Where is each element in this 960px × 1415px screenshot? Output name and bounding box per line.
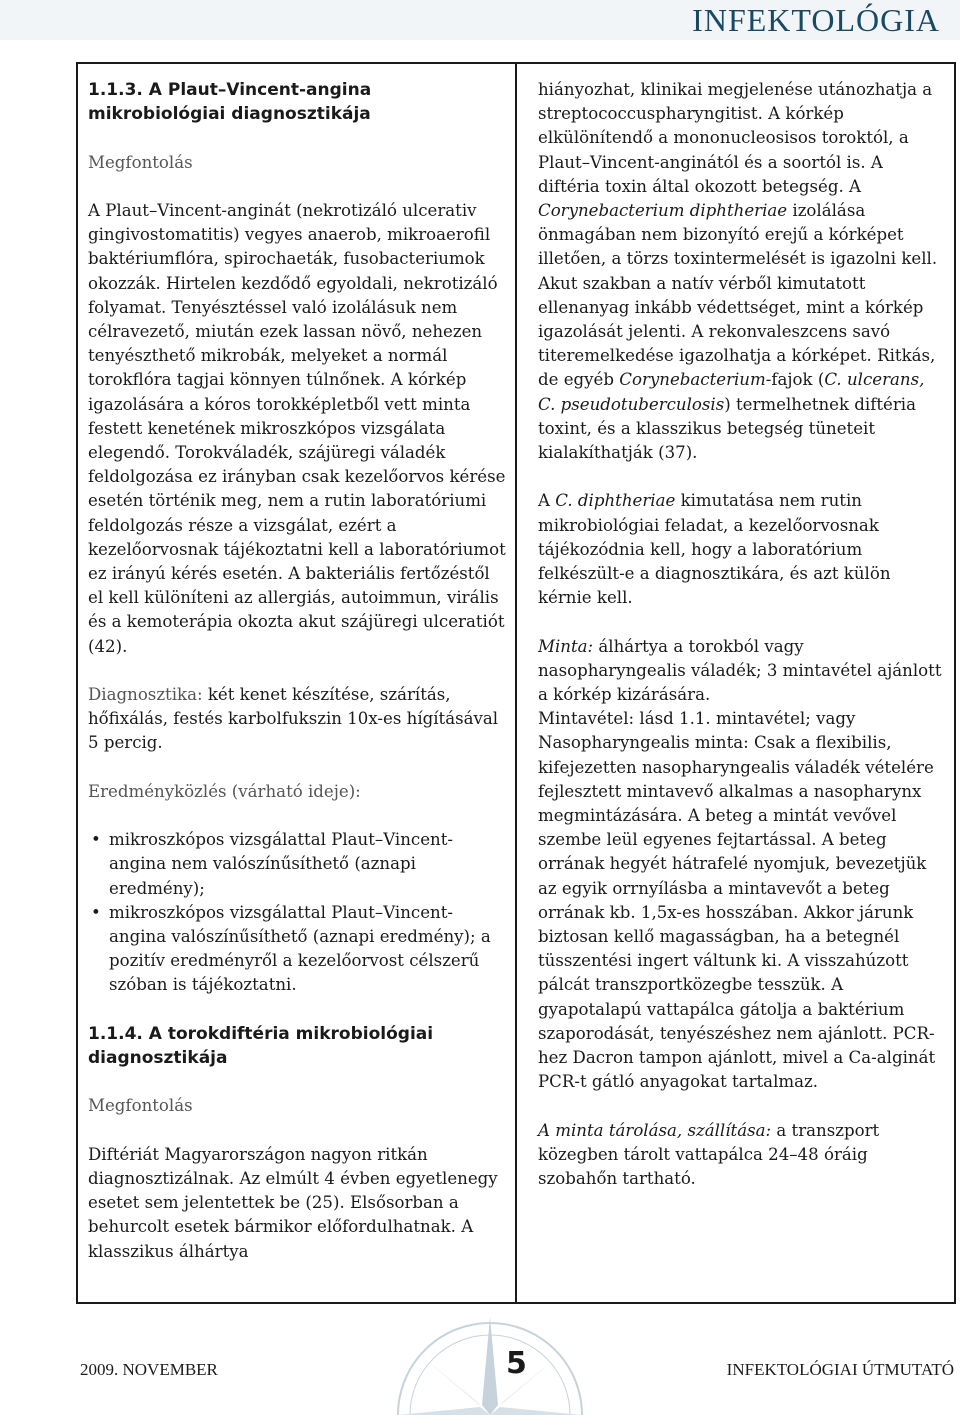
result-list <box>88 828 506 997</box>
diagnostics-label: Diagnosztika: <box>88 685 203 705</box>
section-heading-plaut-vincent: 1.1.3. A Plaut–Vincent-angina mikrobiológiai diagnosztikája <box>88 80 372 125</box>
text-run: -fajok ( <box>765 370 825 390</box>
list-item: • mikroszkópos vizsgálattal Plaut–Vincent-angina valószínűsíthető (aznapi eredmény); a pozitív eredményről a kezelőorvost célszerű szóban is tájékoztatni. <box>88 901 506 998</box>
section-heading-diphtheria: 1.1.4. A torokdiftéria mikrobiológiai diagnosztikája <box>88 1023 434 1069</box>
list-item: • mikroszkópos vizsgálattal Plaut–Vincent-angina nem valószínűsíthető (aznapi eredmény); <box>88 828 506 901</box>
diphtheria-continued-paragraph <box>538 78 946 465</box>
genus-name: Corynebacterium <box>619 370 766 390</box>
text-run: hiányozhat, klinikai megjelenése utánozhatja a streptococcuspharyngitist. A kórkép elkülönítendő a mononucleosisos toroktól, a Plaut–Vincent-anginától és a soortól is. A diftéria toxin által okozott betegség. A <box>538 80 933 196</box>
result-label: Eredményközlés (várható ideje): <box>88 781 361 801</box>
species-names: C. ulcerans, C. pseudotuberculosis <box>538 370 925 414</box>
footer-date: 2009. NOVEMBER <box>80 1360 218 1379</box>
storage-paragraph <box>538 1119 946 1192</box>
text-run: izolálása önmagában nem bizonyító erejű a kórképet illetően, a törzs toxintermelését is igazolni kell. Akut szakban a natív vérből kimutatott ellenanyag inkább védettséget, mint a kórkép igazolását jelenti. A rekonvaleszcens savó titeremelkedése igazolhatja a kórképet. Ritkás, de egyéb <box>538 201 938 390</box>
sample-label: Minta: <box>538 636 594 656</box>
diagnostics-paragraph <box>88 683 506 756</box>
footer-publication: INFEKTOLÓGIAI ÚTMUTATÓ <box>726 1360 954 1379</box>
text-run: kimutatása nem rutin mikrobiológiai feladat, a kezelőorvosnak tájékozódnia kell, hogy a laboratórium felkészült-e a diagnosztikára, és azt külön kérnie kell. <box>538 491 891 608</box>
consideration-label: Megfontolás <box>88 152 193 172</box>
plaut-vincent-paragraph: A Plaut–Vincent-anginát (nekrotizáló ulcerativ gingivostomatitis) vegyes anaerob, mikroaerofil baktériumflóra, spirochaeták, fusobacteriumok okozzák. Hirtelen kezdődő egyoldali, nekrotizáló folyamat. Tenyésztéssel való izolálásuk nem célravezető, miután ezek lassan növő, nehezen tenyészthető mikrobák, melyeket a normál torokflóra tagjai könnyen túlnőnek. A kórkép igazolására a kóros torokképletből vett minta festett kenetének mikroszkópos vizsgálata elegendő. Torokváladék, szájüregi váladék feldolgozása ez irányban csak kezelőorvos kérése esetén történik meg, nem a rutin laboratóriumi feldolgozás része a vizsgálat, ezért a kezelőorvosnak tájékoztatni kell a laboratóriumot ez irányú kérés esetén. A bakteriális fertőzéstől el kell különíteni az allergiás, autoimmun, virális és a kemoterápia okozta akut szájüregi ulceratiót (42). <box>88 200 506 656</box>
column-divider <box>515 62 517 1304</box>
sample-text: álhártya a torokból vagy nasopharyngealis váladék; 3 mintavétel ajánlott a kórkép kizárására. <box>538 636 942 705</box>
sampling-paragraph: Mintavétel: lásd 1.1. mintavétel; vagy Nasopharyngealis minta: Csak a flexibilis, kifejezetten nasopharyngealis váladék vételére fejlesztett mintavevő alkalmas a nasopharynx megmintázására. A beteg a mintát vevővel szembe leül egyenes fejtartással. A beteg orrának hegyét hátrafelé nyomjuk, bevezetjük az egyik orrnyílásba a mintavevőt a beteg orrának kb. 1,5x-es hosszában. Akkor járunk biztosan kellő magasságban, ha a betegnél tüsszentési ingert váltunk ki. A visszahúzott pálcát transzportközegbe tesszük. A gyapotalapú vattapálca gátolja a baktérium szaporodását, tenyészéshez nem ajánlott. PCR-hez Dacron tampon ajánlott, mivel a Ca-alginát PCR-t gátló anyagokat tartalmaz. <box>538 709 936 1092</box>
page-header-title: INFEKTOLÓGIA <box>692 2 940 38</box>
compass-rose-icon <box>380 1305 600 1415</box>
page-number: 5 <box>506 1346 527 1381</box>
consideration-label-2: Megfontolás <box>88 1096 193 1116</box>
species-name: Corynebacterium diphtheriae <box>538 201 788 221</box>
text-run: A <box>538 491 556 511</box>
right-column <box>538 78 946 1191</box>
storage-text: a transzport közegben tárolt vattapálca 24–48 óráig szobahőn tartható. <box>538 1120 880 1189</box>
diagnostics-text: két kenet készítése, szárítás, hőfixálás, festés karbolfukszin 10x-es hígításával 5 percig. <box>88 685 499 753</box>
text-run: ) termelhetnek diftéria toxint, és a klasszikus betegség tüneteit kialakíthatják (37). <box>538 394 917 463</box>
species-name: C. diphtheriae <box>555 491 676 511</box>
detection-paragraph <box>538 489 946 610</box>
sample-paragraph <box>538 635 946 708</box>
storage-label: A minta tárolása, szállítása: <box>538 1120 772 1140</box>
diphtheria-paragraph: Diftériát Magyarországon nagyon ritkán diagnosztizálnak. Az elmúlt 4 évben egyetlenegy esetet sem jelentettek be (25). Elsősorban a behurcolt esetek bármikor előfordulhatnak. A klasszikus álhártya <box>88 1144 498 1261</box>
left-column <box>88 78 506 1264</box>
